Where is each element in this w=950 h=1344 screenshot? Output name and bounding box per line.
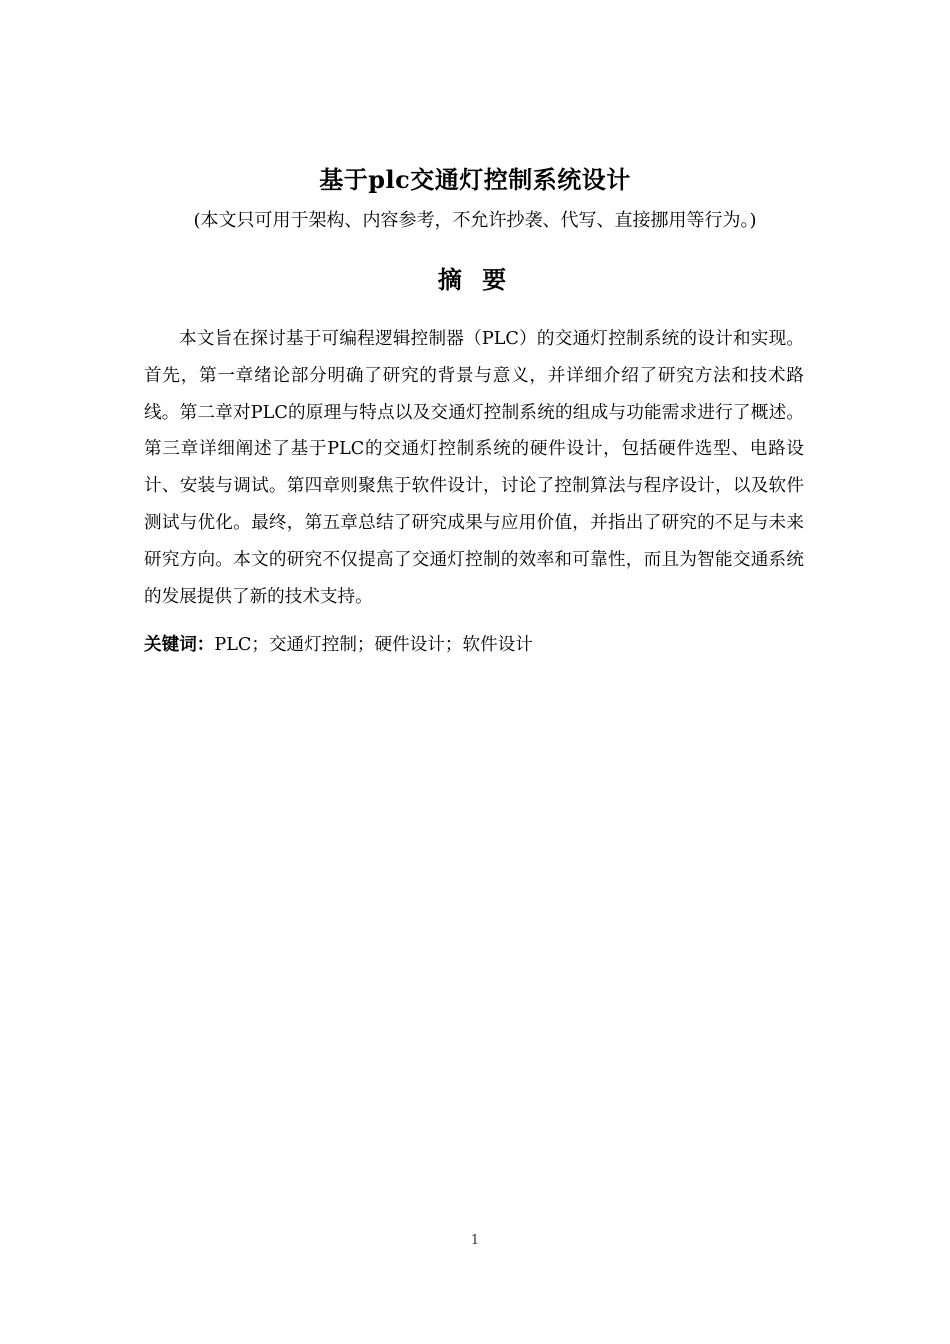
keywords-list: PLC；交通灯控制；硬件设计；软件设计 (214, 635, 533, 655)
abstract-body: 本文旨在探讨基于可编程逻辑控制器（PLC）的交通灯控制系统的设计和实现。首先，第一章绪论部分明确了研究的背景与意义，并详细介绍了研究方法和技术路线。第二章对PLC的原理与特点以及交通灯控制系统的组成与功能需求进行了概述。第三章详细阐述了基于PLC的交通灯控制系统的硬件设计，包括硬件选型、电路设计、安装与调试。第四章则聚焦于软件设计，讨论了控制算法与程序设计，以及软件测试与优化。最终，第五章总结了研究成果与应用价值，并指出了研究的不足与未来研究方向。本文的研究不仅提高了交通灯控制的效率和可靠性，而且为智能交通系统的发展提供了新的技术支持。 (144, 329, 804, 607)
abstract-heading: 摘 要 (437, 265, 513, 294)
keywords-label: 关键词： (144, 635, 215, 655)
page-number: 1 (470, 1233, 480, 1248)
document-title: 基于plc交通灯控制系统设计 (319, 165, 631, 194)
usage-disclaimer: (本文只可用于架构、内容参考，不允许抄袭、代写、直接挪用等行为。) (193, 210, 757, 231)
keywords-line (144, 630, 804, 660)
